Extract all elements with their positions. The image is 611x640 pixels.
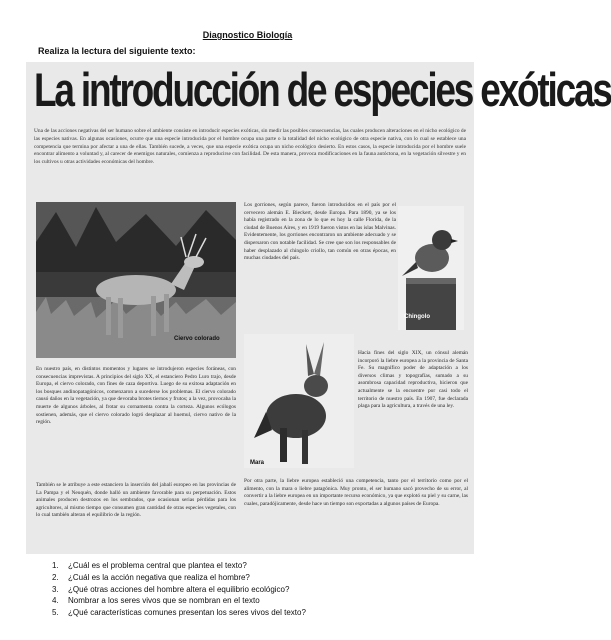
- bird-illustration: [398, 206, 464, 330]
- mara-photo: [244, 334, 354, 468]
- hare-paragraph: Hacia fines del siglo XIX, un cónsul alemán incorporó la liebre europea a la provincia de Santa Fe. Su magnífico poder de adaptación a los diversos climas y topografías, sumado a su asombrosa capacidad reproductiva, hicieron que actualmente se la encuentre por casi todo el territorio de nuestro país. En 1907, fue declarada plaga para la agricultura, a través de una ley.: [358, 350, 468, 410]
- question-item: [52, 607, 306, 619]
- question-list: [52, 560, 306, 619]
- question-number: 2.: [52, 572, 59, 582]
- question-text: ¿Cuál es la acción negativa que realiza el hombre?: [68, 572, 250, 582]
- question-text: ¿Cuál es el problema central que plantea el texto?: [68, 561, 247, 570]
- question-text: ¿Qué características comunes presentan los seres vivos del texto?: [68, 608, 306, 618]
- deer-caption: Ciervo colorado: [174, 336, 220, 342]
- deer-photo: [36, 202, 236, 358]
- article-intro-paragraph: Una de las acciones negativas del ser humano sobre el ambiente consiste en introducir especies exóticas, sin medir las posibles consecuencias, las cuales producen alteraciones en el nicho ecológico de las especies nativas. En algunas ocasiones, ocurre que una especie introducida por el hombre ocupa una parte o la totalidad del nicho ecológico de otra especie nativa, con lo cual se establece una competencia que termina por afectar a una de ellas. También sucede, a veces, que una especie exótica ocupa un nicho ecológico desierto. En estos casos, la especie introducida por el hombre suele encontrar alimento a voluntad y, al carecer de enemigos naturales, comienza a reproducirse con facilidad. De esta manera, provoca modificaciones en la fauna autóctona, en la vegetación silvestre y en los cultivos u otras actividades económicas del hombre.: [34, 128, 466, 166]
- deer-illustration: [36, 202, 236, 358]
- question-item: [52, 560, 306, 572]
- question-number: 5.: [52, 608, 59, 618]
- bird-caption: Chingolo: [404, 314, 430, 320]
- mara-paragraph: Por otra parte, la liebre europea estableció una competencia, tanto por el territorio como por el alimento, con la mara o liebre patagónica. Muy pronto, el ser humano sacó provecho de su error, al convertir a la liebre europea en un importante recurso económico, ya que explotó su piel y su carne, las cuales, paradójicamente, desde hace un tiempo son exportadas a algunos países de Europa.: [244, 478, 468, 507]
- deer-paragraph: En nuestro país, en distintos momentos y lugares se introdujeron especies foráneas, con consecuencias imprevistas. A principios del siglo XX, el estanciero Pedro Luro trajo, desde Europa, el ciervo colorado, con fines de caza deportiva. Luego de su exitosa adaptación en los bosques andinopatagónicos, comenzaron a sucederse los problemas. El ciervo colorado causó daños en la vegetación, ya que devoraba brotes tiernos y frutos; a la vez, provocaba la muerte de algunos árboles, al frotar su cornamenta contra la corteza. Algunos ecólogos sostienen, además, que el ciervo colorado logró desplazar al huemul, ciervo nativo de la región.: [36, 366, 236, 426]
- question-number: 4.: [52, 596, 59, 606]
- question-number: 1.: [52, 561, 59, 570]
- question-number: 3.: [52, 584, 59, 594]
- article-headline: La introducción de especies exóticas: [34, 64, 611, 117]
- boar-paragraph: También se le atribuye a este estanciero la inserción del jabalí europeo en las provincias de La Pampa y el Neuquén, donde halló un ambiente favorable para su perpetuación. Estos animales producen destrozos en los sembrados, que ocasionan serias pérdidas para los agricultores, al mismo tiempo que consumen gran cantidad de otras especies vegetales, con lo cual también alteran el equilibrio de la región.: [36, 482, 236, 519]
- bird-photo: [398, 206, 464, 330]
- scanned-article: [26, 62, 611, 554]
- question-text: Nombrar a los seres vivos que se nombran en el texto: [68, 596, 260, 606]
- question-item: [52, 584, 306, 596]
- page-title: Diagnostico Biología: [202, 30, 293, 40]
- question-item: [52, 572, 306, 584]
- reading-instruction: Realiza la lectura del siguiente texto:: [38, 46, 196, 56]
- sparrow-paragraph: Los gorriones, según parece, fueron introducidos en el país por el cervecero alemán E. Bieckert, desde Europa. Para 1890, ya se los había registrado en la zona de lo que es hoy la calle Florida, de la ciudad de Buenos Aires, y en 1919 fueron vistos en las islas Malvinas. Evidentemente, los gorriones encontraron un ambiente adecuado y se dispersaron con notable facilidad. Se cree que son los responsables de haber desplazado al chingolo criollo, tan común en otras épocas, en muchas ciudades del país.: [244, 202, 396, 262]
- mara-caption: Mara: [250, 460, 265, 466]
- question-item: [52, 595, 306, 607]
- mara-illustration: [244, 334, 354, 468]
- question-text: ¿Qué otras acciones del hombre altera el equilibrio ecológico?: [68, 584, 290, 594]
